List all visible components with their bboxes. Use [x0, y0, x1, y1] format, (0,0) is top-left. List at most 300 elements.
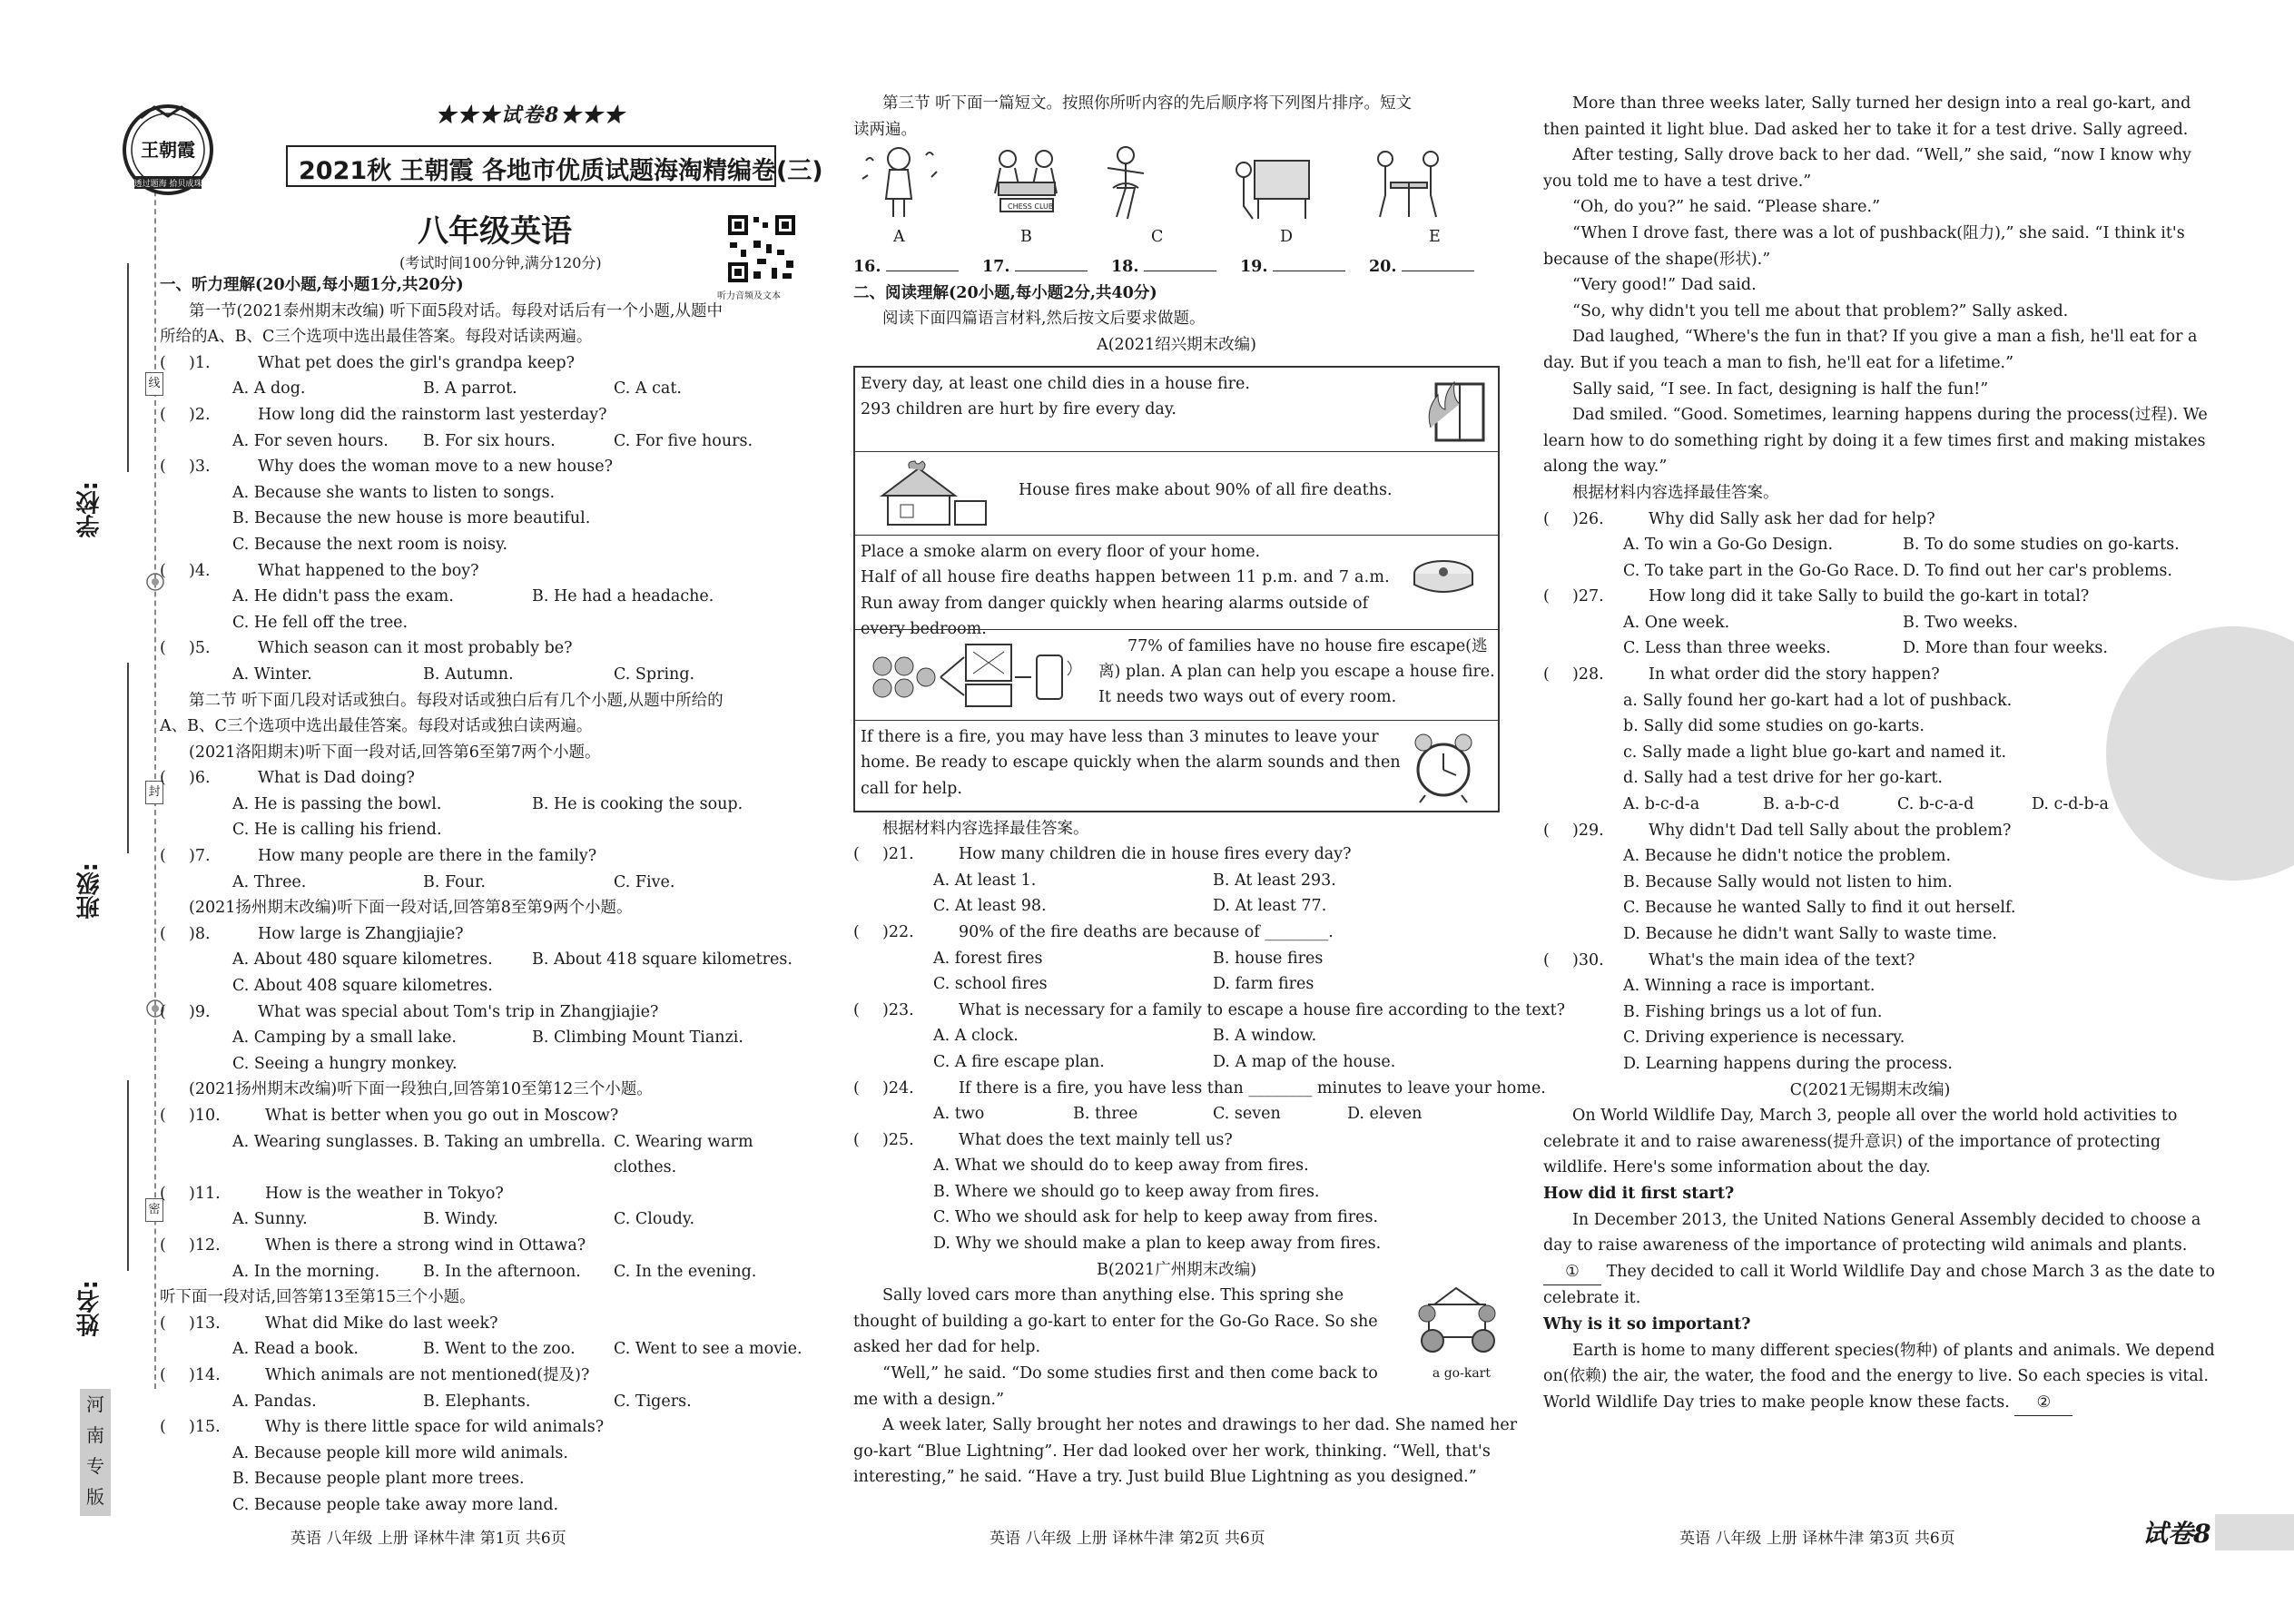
question-number: )23. — [882, 1000, 914, 1019]
passage-line: on(依赖) the air, the water, the food and the energy to live. So each species is vital. — [1543, 1367, 2209, 1386]
info-text: House fires make about 90% of all fire deaths. — [1019, 480, 1393, 499]
part-2-intro: 第二节 听下面几段对话或独白。每段对话或独白后有几个小题,从题中所给的 — [189, 691, 724, 710]
option-c[interactable]: C. Because he wanted Sally to find it out herself. — [1623, 899, 2016, 918]
picture-row — [853, 143, 1500, 247]
options — [160, 428, 813, 455]
name-line — [127, 1080, 129, 1271]
options — [160, 1336, 813, 1363]
option-c[interactable]: C. A cat. — [614, 379, 682, 399]
option-c[interactable]: C. At least 98. — [933, 897, 1047, 916]
options — [853, 868, 1500, 894]
option-a[interactable]: A. What we should do to keep away from fires. — [933, 1156, 1309, 1176]
svg-text:王朝霞: 王朝霞 — [141, 139, 195, 161]
passage-b-start — [853, 1283, 1518, 1491]
answer-19: 19. — [1240, 254, 1369, 281]
info-text: call for help. — [861, 779, 962, 798]
option-c[interactable]: C. Went to see a movie. — [614, 1340, 802, 1359]
question-3: ( )3. Why does the woman move to a new house? — [160, 454, 813, 480]
option-a[interactable]: A. Winter. — [232, 664, 312, 684]
question-text: How many children die in house fires every day? — [959, 845, 1352, 864]
question-number: )8. — [189, 924, 211, 943]
question-number: )26. — [1572, 509, 1604, 528]
options — [160, 792, 813, 818]
question-text: What is necessary for a family to escape a house fire according to the text? — [959, 1000, 1566, 1019]
question-24: ( )24. If there is a fire, you have less than ________ minutes to leave your home. — [853, 1076, 1500, 1102]
options — [160, 973, 813, 999]
option-b[interactable]: B. In the afternoon. — [423, 1262, 581, 1281]
info-text: Half of all house fire deaths happen between 11 p.m. and 7 a.m. — [861, 568, 1390, 587]
footer-page-1: 英语 八年级 上册 译林牛津 第1页 共6页 — [290, 1530, 566, 1548]
info-text: Run away from danger quickly when hearing alarms outside of — [861, 594, 1369, 613]
paper-corner-tag: 试卷8 — [2142, 1519, 2211, 1549]
question-text: How is the weather in Tokyo? — [265, 1184, 504, 1203]
qr-caption: 听力音频及文本 — [717, 291, 781, 301]
question-text: How long did the rainstorm last yesterday? — [258, 405, 607, 424]
part-2-intro: A、B、C三个选项中选出最佳答案。每段对话或独白读两遍。 — [160, 717, 593, 736]
question-text: How many people are there in the family? — [258, 847, 597, 866]
school-label: 学校: — [76, 481, 103, 538]
options — [853, 893, 1500, 920]
order-item: c. Sally made a light blue go-kart and named it. — [1623, 743, 2007, 762]
info-text: 离) plan. A plan can help you escape a house fire. — [1098, 662, 1495, 681]
info-text: 77% of families have no house fire escape(逃 — [1127, 636, 1488, 655]
cut-mark-xian: 线 — [145, 372, 163, 396]
passage-line: More than three weeks later, Sally turned her design into a real go-kart, and — [1572, 94, 2191, 113]
option-c[interactable]: C. About 408 square kilometres. — [232, 977, 493, 996]
question-text: How long did it take Sally to build the go-kart in total? — [1649, 587, 2090, 606]
question-number: )4. — [189, 561, 211, 580]
question-number: )22. — [882, 922, 914, 941]
go-kart-caption: a go-kart — [1432, 1366, 1491, 1382]
paper-header — [118, 86, 826, 301]
option-b[interactable]: B. A window. — [1213, 1027, 1317, 1046]
series-title-banner: 2021秋 王朝霞 各地市优质试题海淘精编卷(三) — [286, 145, 776, 187]
options — [1543, 532, 2197, 558]
option-c[interactable]: C. He fell off the tree. — [232, 613, 409, 632]
option-c[interactable]: C. Cloudy. — [614, 1210, 695, 1229]
question-25: ( )25. What does the text mainly tell us? — [853, 1127, 1500, 1154]
dialogue-intro: (2021洛阳期末)听下面一段对话,回答第6至第7两个小题。 — [189, 743, 601, 762]
subheading: How did it first start? — [1543, 1184, 1735, 1203]
brand-seal-logo — [118, 100, 227, 200]
question-text: In what order did the story happen? — [1649, 665, 1940, 684]
passage-line: Sally said, “I see. In fact, designing is half the fun!” — [1572, 379, 1989, 399]
option-c[interactable]: C. Spring. — [614, 664, 695, 684]
option-c[interactable]: C. Because people take away more land. — [232, 1495, 559, 1514]
question-number: )7. — [189, 847, 211, 866]
option-c[interactable]: C. For five hours. — [614, 431, 753, 450]
option-d[interactable]: D. eleven — [1347, 1105, 1423, 1124]
question-2: ( )2. How long did the rainstorm last yesterday? — [160, 402, 813, 428]
picture-label-b: B — [1020, 228, 1032, 247]
option-a[interactable]: A. To win a Go-Go Design. — [1623, 536, 1834, 555]
info-text: home. Be ready to escape quickly when the alarm sounds and then — [861, 753, 1401, 773]
go-kart-picture — [1411, 1283, 1501, 1363]
option-a[interactable]: A. In the morning. — [232, 1262, 380, 1281]
option-a[interactable]: A. two — [933, 1105, 985, 1124]
picture-label-e: E — [1429, 228, 1441, 247]
option-d[interactable]: D. Learning happens during the process. — [1623, 1054, 1953, 1073]
option-c[interactable]: C. Seeing a hungry monkey. — [232, 1054, 458, 1073]
question-number: )1. — [189, 353, 211, 372]
option-b[interactable]: B. He had a headache. — [532, 587, 714, 606]
listening-pictures — [853, 143, 1489, 222]
question-text: What does the text mainly tell us? — [959, 1130, 1233, 1149]
footer-page-3: 英语 八年级 上册 译林牛津 第3页 共6页 — [1679, 1530, 1955, 1548]
picture-a-singing-girl — [862, 148, 937, 217]
reading-intro: 阅读下面四篇语言材料,然后按文后要求做题。 — [882, 310, 1206, 329]
option-b[interactable]: B. Four. — [423, 872, 486, 891]
option-b[interactable]: B. Taking an umbrella. — [423, 1132, 606, 1151]
question-number: )9. — [189, 1002, 211, 1021]
answer-17: 17. — [982, 254, 1111, 281]
option-a[interactable]: A. Because she wants to listen to songs. — [232, 483, 556, 502]
svg-text:透过题海 拾贝成珠: 透过题海 拾贝成珠 — [133, 180, 202, 189]
question-text: What happened to the boy? — [258, 561, 479, 580]
passage-line: interesting,” he said. “Have a try. Just build Blue Lightning as you designed.” — [853, 1468, 1477, 1487]
passage-line: then painted it light blue. Dad asked her to take it for a test drive. Sally agreed. — [1543, 120, 2189, 139]
question-15: ( )15. Why is there little space for wild animals? — [160, 1414, 813, 1441]
page-1-column — [160, 272, 813, 1519]
question-text: Which season can it most probably be? — [258, 639, 573, 658]
option-c[interactable]: C. Wearing warm clothes. — [614, 1132, 753, 1177]
option-a[interactable]: A. A clock. — [933, 1027, 1019, 1046]
options — [853, 971, 1500, 998]
question-text: If there is a fire, you have less than ________ minutes to leave your home. — [959, 1078, 1546, 1097]
question-29: ( )29. Why didn't Dad tell Sally about the problem? — [1543, 818, 2197, 844]
option-d[interactable]: D. farm fires — [1213, 975, 1314, 994]
options — [160, 1206, 813, 1233]
passage-line-blank-2: World Wildlife Day tries to make people know these facts. ② — [1543, 1390, 2197, 1417]
part-3-intro: 读两遍。 — [853, 120, 917, 139]
passage-line: because of the shape(形状).” — [1543, 250, 1771, 269]
option-b[interactable]: B. He is cooking the soup. — [532, 794, 743, 813]
passage-line: day. But if you teach a man to fish, he'll eat for a lifetime.” — [1543, 353, 2014, 372]
passage-line: asked her dad for help. — [853, 1338, 1041, 1357]
subheading: Why is it so important? — [1543, 1314, 1751, 1334]
question-text: Why didn't Dad tell Sally about the problem? — [1649, 821, 2012, 840]
paper-number-tag: ★★★试卷8★★★ — [436, 103, 626, 127]
info-text: It needs two ways out of every room. — [1098, 687, 1397, 706]
option-d[interactable]: D. At least 77. — [1213, 897, 1327, 916]
option-c[interactable]: C. In the evening. — [614, 1262, 757, 1281]
option-a[interactable]: A. He didn't pass the exam. — [232, 587, 454, 606]
options — [853, 1101, 1500, 1127]
option-c[interactable]: C. Driving experience is necessary. — [1623, 1029, 1905, 1048]
part-1-intro: 所给的A、B、C三个选项中选出最佳答案。每段对话读两遍。 — [160, 328, 593, 347]
question-number: )3. — [189, 458, 211, 477]
option-a[interactable]: A. Camping by a small lake. — [232, 1029, 457, 1048]
order-items — [1543, 688, 2197, 792]
info-text: If there is a fire, you may have less than 3 minutes to leave your — [861, 727, 1379, 746]
section-1-heading: 一、听力理解(20小题,每小题1分,共20分) — [160, 276, 464, 294]
house-fire-icon — [873, 459, 991, 528]
question-30: ( )30. What's the main idea of the text? — [1543, 948, 2197, 974]
info-row-1 — [855, 368, 1498, 451]
question-number: )21. — [882, 845, 914, 864]
options — [160, 376, 813, 402]
options — [853, 1023, 1500, 1049]
smoke-alarm-icon — [1407, 548, 1480, 612]
corner-bar — [2215, 1514, 2294, 1550]
option-a[interactable]: A. Wearing sunglasses. — [232, 1132, 418, 1151]
option-a[interactable]: A. Pandas. — [232, 1392, 317, 1411]
question-9: ( )9. What was special about Tom's trip in Zhangjiajie? — [160, 999, 813, 1026]
options — [160, 1129, 813, 1181]
dialogue-intro: (2021扬州期末改编)听下面一段对话,回答第8至第9两个小题。 — [189, 899, 633, 918]
option-a[interactable]: A. About 480 square kilometres. — [232, 950, 493, 969]
question-text: Why did Sally ask her dad for help? — [1649, 509, 1935, 528]
passage-line: along the way.” — [1543, 458, 1668, 477]
question-number: )13. — [189, 1314, 221, 1333]
options — [160, 947, 813, 973]
name-label: 姓名: — [76, 1280, 103, 1337]
question-text: Why does the woman move to a new house? — [258, 458, 613, 477]
question-23: ( )23. What is necessary for a family to escape a house fire according to the text? — [853, 998, 1500, 1024]
question-26: ( )26. Why did Sally ask her dad for help? — [1543, 507, 2197, 533]
options — [1543, 792, 2197, 818]
option-d[interactable]: D. More than four weeks. — [1903, 639, 2108, 658]
question-text: What is better when you go out in Moscow? — [265, 1107, 619, 1125]
question-11: ( )11. How is the weather in Tokyo? — [160, 1181, 813, 1207]
info-text: every bedroom. — [861, 620, 987, 639]
options — [160, 1389, 813, 1415]
option-b[interactable]: B. Because people plant more trees. — [232, 1470, 525, 1489]
options — [853, 1153, 1500, 1256]
info-row-5 — [855, 720, 1498, 811]
option-b[interactable]: B. Autumn. — [423, 664, 514, 684]
option-a[interactable]: A. At least 1. — [933, 871, 1037, 890]
option-a[interactable]: A. b-c-d-a — [1623, 795, 1700, 814]
option-c[interactable]: C. He is calling his friend. — [232, 821, 442, 840]
question-28: ( )28. In what order did the story happen? — [1543, 662, 2197, 688]
question-27: ( )27. How long did it take Sally to build the go-kart in total? — [1543, 584, 2197, 610]
cut-mark-feng: 封 — [145, 781, 163, 804]
picture-label-d: D — [1280, 228, 1294, 247]
part-3-intro: 第三节 听下面一篇短文。按照你所听内容的先后顺序将下列图片排序。短文 — [882, 94, 1413, 113]
info-row-3 — [855, 535, 1498, 639]
passage-b-title: B(2021广州期末改编) — [1096, 1260, 1257, 1279]
passage-line: A week later, Sally brought her notes and drawings to her dad. She named her — [882, 1416, 1518, 1435]
question-number: )29. — [1572, 821, 1604, 840]
options — [160, 1025, 813, 1051]
question-number: )30. — [1572, 950, 1604, 969]
options — [160, 1051, 813, 1078]
question-number: )10. — [189, 1107, 221, 1125]
options — [1543, 610, 2197, 636]
question-21: ( )21. How many children die in house fires every day? — [853, 842, 1500, 868]
passage-line: learn how to do something right by doing it a few times first and making mistakes — [1543, 431, 2206, 450]
question-text: 90% of the fire deaths are because of ________. — [959, 922, 1334, 941]
picture-e-table-tennis — [1378, 152, 1438, 217]
page-2-column — [853, 91, 1566, 1491]
question-number: )24. — [882, 1078, 914, 1097]
passage-line: After testing, Sally drove back to her dad. “Well,” she said, “now I know why — [1572, 146, 2191, 165]
question-8: ( )8. How large is Zhangjiajie? — [160, 921, 813, 948]
question-text: What pet does the girl's grandpa keep? — [258, 353, 575, 372]
option-b[interactable]: B. Where we should go to keep away from fires. — [933, 1182, 1320, 1201]
monologue-intro: (2021扬州期末改编)听下面一段独白,回答第10至第12三个小题。 — [189, 1080, 653, 1099]
passage-line: go-kart “Blue Lightning”. Her dad looked over her work, thinking. “Well, that's — [853, 1442, 1491, 1461]
alarm-clock-icon — [1407, 728, 1480, 804]
options — [1543, 635, 2197, 662]
options — [160, 817, 813, 843]
blank-1[interactable]: ① — [1543, 1259, 1601, 1286]
option-a[interactable]: A. Winning a race is important. — [1623, 977, 1876, 996]
option-b[interactable]: B. At least 293. — [1213, 871, 1336, 890]
footer-page-2: 英语 八年级 上册 译林牛津 第2页 共6页 — [989, 1530, 1265, 1548]
picture-d-piano — [1236, 161, 1309, 219]
question-number: )11. — [189, 1184, 221, 1203]
option-b[interactable]: B. A parrot. — [423, 379, 517, 399]
question-text: What's the main idea of the text? — [1649, 950, 1915, 969]
option-d[interactable]: D. To find out her car's problems. — [1903, 561, 2172, 580]
passage-line: day to raise awareness of the importance of protecting wild animals and plants. — [1543, 1236, 2188, 1255]
question-number: )6. — [189, 769, 211, 788]
question-6: ( )6. What is Dad doing? — [160, 765, 813, 792]
question-5: ( )5. Which season can it most probably be? — [160, 635, 813, 662]
question-text: How large is Zhangjiajie? — [258, 924, 464, 943]
info-row-2 — [855, 451, 1498, 535]
question-12: ( )12. When is there a strong wind in Ottawa? — [160, 1233, 813, 1259]
option-a[interactable]: A. forest fires — [933, 949, 1043, 968]
option-b[interactable]: B. Windy. — [423, 1210, 498, 1229]
option-d[interactable]: D. Because he didn't want Sally to waste time. — [1623, 925, 1997, 943]
question-number: )15. — [189, 1418, 221, 1437]
passage-line: “When I drove fast, there was a lot of pushback(阻力),” she said. “I think it's — [1572, 223, 2185, 242]
passage-line: celebrate it. — [1543, 1289, 1641, 1308]
choose-instruction: 根据材料内容选择最佳答案。 — [1572, 483, 1779, 502]
class-label: 班级: — [76, 862, 103, 920]
option-b[interactable]: B. Climbing Mount Tianzi. — [532, 1029, 743, 1048]
passage-line: me with a design.” — [853, 1390, 1005, 1409]
question-text: Why is there little space for wild animals? — [265, 1418, 605, 1437]
passage-c-title: C(2021无锡期末改编) — [1789, 1080, 1951, 1099]
options — [160, 1259, 813, 1285]
question-number: )12. — [189, 1235, 221, 1255]
question-text: When is there a strong wind in Ottawa? — [265, 1235, 586, 1255]
option-b[interactable]: B. house fires — [1213, 949, 1324, 968]
option-a[interactable]: A. Three. — [232, 872, 307, 891]
option-c[interactable]: C. school fires — [933, 975, 1048, 994]
page-title: 八年级英语 — [418, 213, 572, 250]
option-c[interactable]: C. Five. — [614, 872, 675, 891]
answer-18: 18. — [1111, 254, 1240, 281]
option-a[interactable]: A. Because he didn't notice the problem. — [1623, 847, 1952, 866]
options — [160, 662, 813, 688]
options — [160, 1441, 813, 1519]
province-label: 河南专版 — [80, 1389, 111, 1516]
option-a[interactable]: A. A dog. — [232, 379, 306, 399]
option-c[interactable]: C. Less than three weeks. — [1623, 639, 1831, 658]
options — [853, 1049, 1500, 1076]
option-b[interactable]: B. Elephants. — [423, 1392, 531, 1411]
option-a[interactable]: A. For seven hours. — [232, 431, 389, 450]
question-number: )25. — [882, 1130, 914, 1149]
fire-info-table — [853, 366, 1500, 812]
passage-line: wildlife. Here's some information about the day. — [1543, 1158, 1931, 1177]
question-text: What did Mike do last week? — [265, 1314, 498, 1333]
question-number: )5. — [189, 639, 211, 658]
option-b[interactable]: B. Because the new house is more beautiful. — [232, 509, 591, 528]
option-b[interactable]: B. To do some studies on go-karts. — [1903, 536, 2180, 555]
option-b[interactable]: B. About 418 square kilometres. — [532, 950, 793, 969]
option-b[interactable]: B. Went to the zoo. — [423, 1340, 576, 1359]
option-d[interactable]: D. Why we should make a plan to keep away from fires. — [933, 1235, 1382, 1254]
option-c[interactable]: C. Who we should ask for help to keep away from fires. — [933, 1208, 1379, 1227]
escape-plan-icon — [864, 639, 1082, 712]
option-c[interactable]: C. Because the next room is noisy. — [232, 535, 508, 554]
question-13: ( )13. What did Mike do last week? — [160, 1311, 813, 1337]
answer-20: 20. — [1369, 254, 1498, 281]
question-4: ( )4. What happened to the boy? — [160, 558, 813, 585]
option-d[interactable]: D. A map of the house. — [1213, 1052, 1396, 1071]
passage-line: Earth is home to many different species(物种) of plants and animals. We depend — [1572, 1341, 2215, 1360]
option-c[interactable]: C. b-c-a-d — [1897, 795, 1974, 814]
option-c[interactable]: C. To take part in the Go-Go Race. — [1623, 561, 1899, 580]
option-a[interactable]: A. He is passing the bowl. — [232, 794, 442, 813]
options — [1543, 973, 2197, 1077]
option-b[interactable]: B. Fishing brings us a lot of fun. — [1623, 1002, 1883, 1021]
option-b[interactable]: B. a-b-c-d — [1763, 795, 1840, 814]
option-b[interactable]: B. Because Sally would not listen to him. — [1623, 872, 1953, 891]
passage-line: you told me to have a test drive.” — [1543, 172, 1812, 191]
part-1-intro: 第一节(2021泰州期末改编) 听下面5段对话。每段对话后有一个小题,从题中 — [189, 301, 723, 320]
options — [160, 584, 813, 610]
burning-window-icon — [1423, 373, 1487, 444]
option-d[interactable]: D. c-d-b-a — [2032, 795, 2109, 814]
passage-line: “So, why didn't you tell me about that problem?” Sally asked. — [1572, 301, 2069, 320]
dialogue-intro: 听下面一段对话,回答第13至第15三个小题。 — [160, 1288, 476, 1307]
option-a[interactable]: A. Sunny. — [232, 1210, 308, 1229]
info-text: Place a smoke alarm on every floor of your home. — [861, 542, 1261, 561]
order-item: a. Sally found her go-kart had a lot of pushback. — [1623, 691, 2013, 710]
option-a[interactable]: A. Because people kill more wild animals. — [232, 1443, 568, 1462]
option-b[interactable]: B. three — [1073, 1105, 1138, 1124]
question-7: ( )7. How many people are there in the family? — [160, 843, 813, 870]
question-22: ( )22. 90% of the fire deaths are because of ________. — [853, 920, 1500, 946]
question-number: )28. — [1572, 665, 1604, 684]
cut-mark-mi: 密 — [145, 1198, 163, 1222]
question-1: ( )1. What pet does the girl's grandpa keep? — [160, 350, 813, 377]
options — [1543, 843, 2197, 947]
question-14: ( )14. Which animals are not mentioned(提及)? — [160, 1363, 813, 1389]
passage-line: thought of building a go-kart to enter for the Go-Go Race. So she — [853, 1312, 1378, 1331]
question-text: What is Dad doing? — [258, 769, 415, 788]
answer-blanks — [853, 254, 1500, 281]
option-c[interactable]: C. seven — [1213, 1105, 1281, 1124]
option-b[interactable]: B. For six hours. — [423, 431, 556, 450]
question-number: )2. — [189, 405, 211, 424]
passage-a-title: A(2021绍兴期末改编) — [1097, 335, 1256, 354]
passage-line: Dad smiled. “Good. Sometimes, learning happens during the process(过程). We — [1572, 406, 2208, 425]
options — [853, 946, 1500, 972]
option-c[interactable]: C. A fire escape plan. — [933, 1052, 1105, 1071]
order-item: b. Sally did some studies on go-karts. — [1623, 717, 1925, 736]
option-a[interactable]: A. Read a book. — [232, 1340, 359, 1359]
picture-label-c: C — [1151, 228, 1164, 247]
exam-info: (考试时间100分钟,满分120分) — [399, 254, 602, 271]
options — [160, 610, 813, 636]
info-text: 293 children are hurt by fire every day. — [861, 400, 1177, 419]
option-a[interactable]: A. One week. — [1623, 613, 1730, 632]
blank-2[interactable]: ② — [2014, 1390, 2072, 1417]
option-b[interactable]: B. Two weeks. — [1903, 613, 2018, 632]
option-c[interactable]: C. Tigers. — [614, 1392, 692, 1411]
answer-16: 16. — [853, 254, 982, 281]
info-text: Every day, at least one child dies in a house fire. — [861, 374, 1250, 393]
section-2-heading: 二、阅读理解(20小题,每小题2分,共40分) — [853, 283, 1157, 302]
